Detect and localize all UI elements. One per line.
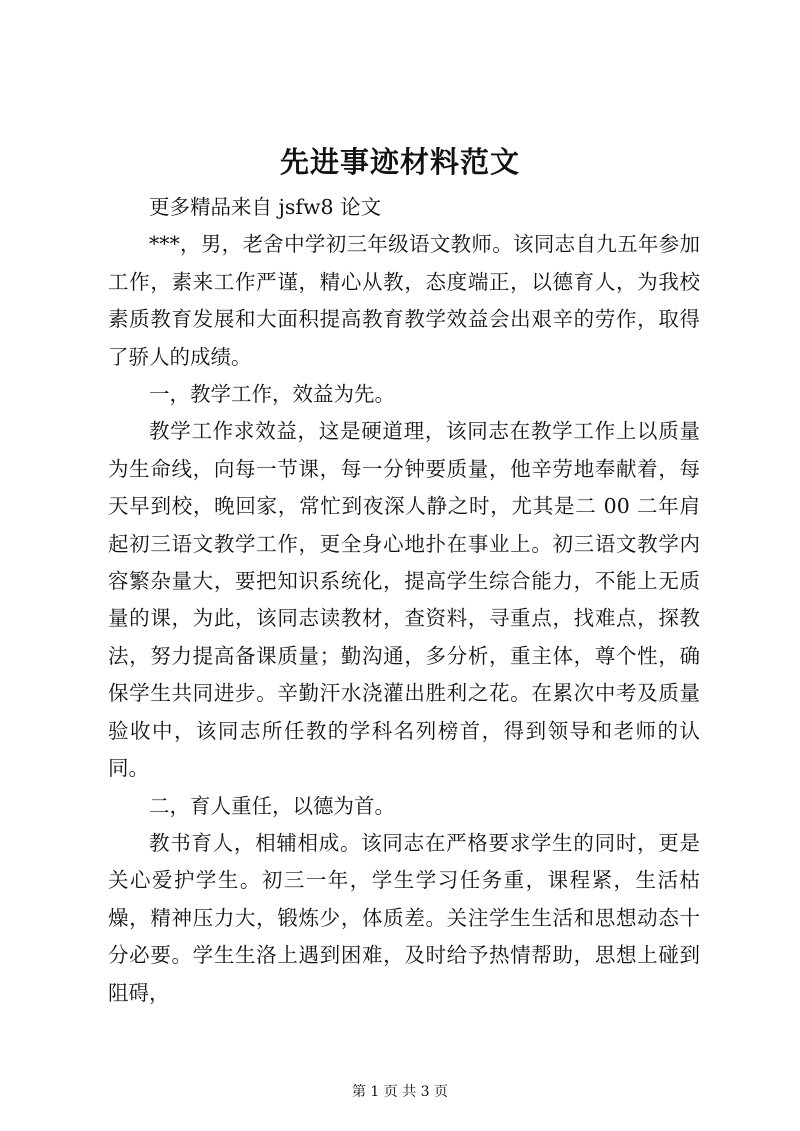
document-body bbox=[108, 189, 700, 1012]
section-heading-teaching: 一，教学工作，效益为先。 bbox=[149, 382, 395, 407]
page-title: 先进事迹材料范文 bbox=[279, 145, 520, 179]
teaching-paragraph: 教学工作求效益，这是硬道理，该同志在教学工作上以质量为生命线，向每一节课，每一分钟要质量，他辛劳地奉献着，每天早到校，晚回家，常忙到夜深人静之时，尤其是二 00 二年肩起初三语文教学工作，更全身心地扑在事业上。初三语文教学内容繁杂量大，要把知识系统化，提高学生综合能力，不能上无质量的课，为此，该同志读教材，查资料，寻重点，找难点，探教法，努力提高备课质量；勤沟通，多分析，重主体，尊个性，确保学生共同进步。辛勤汗水浇灌出胜利之花。在累次中考及质量验收中，该同志所任教的学科名列榜首，得到领导和老师的认同。 bbox=[108, 419, 700, 781]
intro-paragraph: ***，男，老舍中学初三年级语文教师。该同志自九五年参加工作，素来工作严谨，精心从教，态度端正，以德育人，为我校素质教育发展和大面积提高教育教学效益会出艰辛的劳作，取得了骄人的成绩。 bbox=[108, 232, 700, 369]
page-footer: 第 1 页 共 3 页 bbox=[351, 1084, 449, 1100]
education-paragraph: 教书育人，相辅相成。该同志在严格要求学生的同时，更是关心爱护学生。初三一年，学生学习任务重，课程紧，生活枯燥，精神压力大，锻炼少，体质差。关注学生生活和思想动态十分必要。学生生洛上遇到困难，及时给予热情帮助，思想上碰到阻碍， bbox=[108, 830, 700, 1005]
source-note-paragraph: 更多精品来自 jsfw8 论文 bbox=[149, 195, 382, 219]
section-heading-education: 二，育人重任，以德为首。 bbox=[149, 793, 395, 818]
